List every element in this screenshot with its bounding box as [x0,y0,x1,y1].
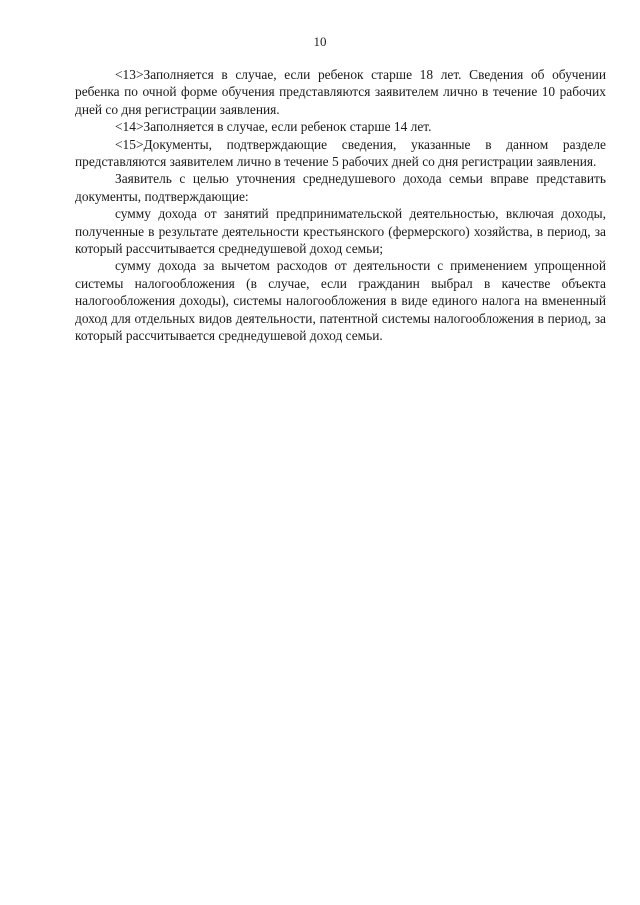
paragraph-tax-system-income: сумму дохода за вычетом расходов от деятельности с применением упрощенной системы налогообложения (в случае, если гражданин выбрал в качестве объекта налогообложения доходы), системы налогообложения в виде единого налога на вмененный доход для отдельных видов деятельности, патентной системы налогообложения в период, за который рассчитывается среднедушевой доход семьи. [75,258,606,344]
page-number: 10 [313,34,327,49]
paragraph-applicant-documents: Заявитель с целью уточнения среднедушевого дохода семьи вправе представить документы, подтверждающие: [75,171,606,204]
footnote-13: <13>Заполняется в случае, если ребенок старше 18 лет. Сведения об обучении ребенка по очной форме обучения представляются заявителем лично в течение 10 рабочих дней со дня регистрации заявления. [75,67,606,117]
footnote-14: <14>Заполняется в случае, если ребенок старше 14 лет. [115,119,432,135]
document-body [75,66,606,345]
paragraph-business-income: сумму дохода от занятий предпринимательской деятельностью, включая доходы, полученные в результате деятельности крестьянского (фермерского) хозяйства, в период, за который рассчитывается среднедушевой доход семьи; [75,206,606,257]
footnote-15: <15>Документы, подтверждающие сведения, указанные в данном разделе представляются заявителем лично в течение 5 рабочих дней со дня регистрации заявления. [75,136,606,170]
